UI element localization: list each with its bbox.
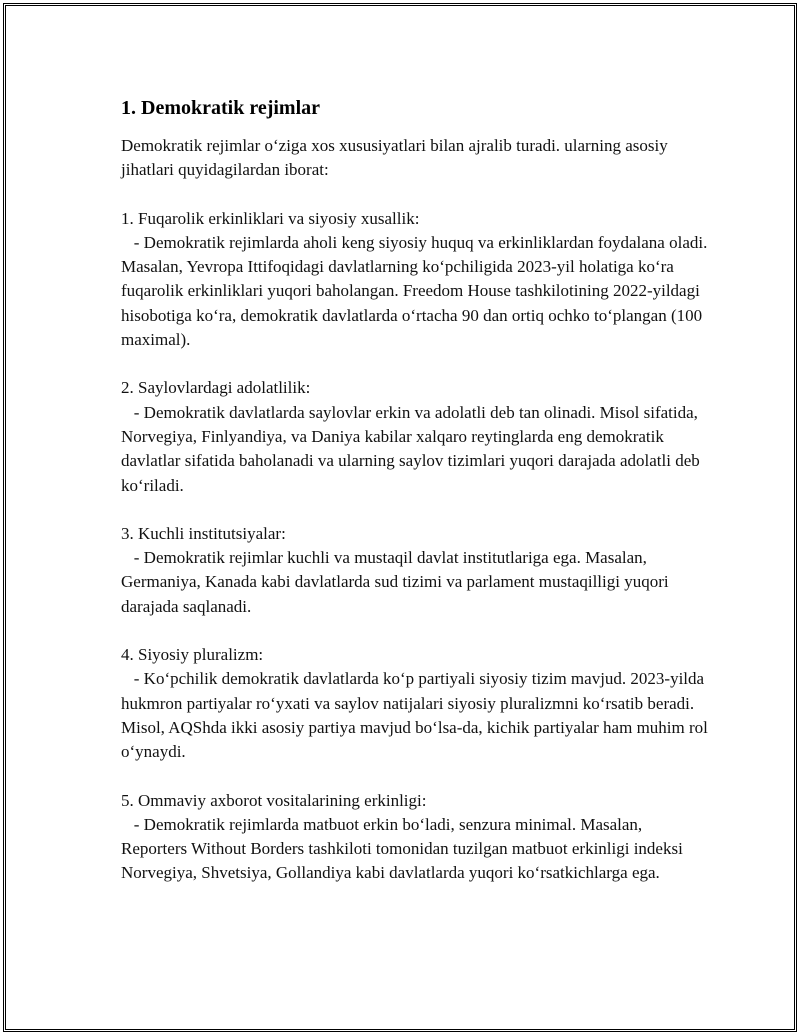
list-item-title: 1. Fuqarolik erkinliklari va siyosiy xusallik:	[121, 208, 420, 228]
section-heading: 1. Demokratik rejimlar	[121, 97, 321, 119]
list-item-fair-elections	[121, 376, 711, 497]
document-page	[3, 3, 797, 1032]
intro-paragraph: Demokratik rejimlar o‘ziga xos xususiyatlari bilan ajralib turadi. ularning asosiy jihatlari quyidagilardan iborat:	[121, 136, 668, 180]
list-item-body	[121, 813, 711, 886]
document-content	[121, 94, 711, 910]
list-item-body-text: - Demokratik rejimlarda aholi keng siyosiy huquq va erkinliklardan foydalana oladi. Masalan, Yevropa Ittifoqidagi davlatlarning ko‘pchiligida 2023-yil holatiga ko‘ra fuqarolik erkinliklari yuqori baholangan. Freedom House tashkilotining 2022-yildagi hisobotiga ko‘ra, demokratik davlatlarda o‘rtacha 90 dan ortiq ochko to‘plangan (100 maximal).	[121, 232, 708, 350]
list-item-civil-liberties	[121, 207, 711, 353]
list-item-title: 4. Siyosiy pluralizm:	[121, 645, 264, 665]
list-item-media-freedom	[121, 789, 711, 886]
list-item-title: 3. Kuchli institutsiyalar:	[121, 523, 286, 543]
list-item-body	[121, 401, 711, 498]
list-item-body	[121, 667, 711, 764]
list-item-title: 5. Ommaviy axborot vositalarining erkinligi:	[121, 790, 427, 810]
list-item-body-text: - Demokratik rejimlar kuchli va mustaqil davlat institutlariga ega. Masalan, Germaniya, Kanada kabi davlatlarda sud tizimi va parlament mustaqilligi yuqori darajada saqlanadi.	[121, 548, 669, 616]
list-item-body-text: - Demokratik rejimlarda matbuot erkin bo‘ladi, senzura minimal. Masalan, Reporters Without Borders tashkiloti tomonidan tuzilgan matbuot erkinligi indeksi Norvegiya, Shvetsiya, Gollandiya kabi davlatlarda yuqori ko‘rsatkichlarga ega.	[121, 814, 683, 883]
list-item-political-pluralism	[121, 643, 711, 764]
list-item-body	[121, 546, 711, 619]
list-item-title: 2. Saylovlardagi adolatlilik:	[121, 378, 311, 398]
list-item-strong-institutions	[121, 522, 711, 619]
list-item-body	[121, 231, 711, 352]
list-item-body-text: - Demokratik davlatlarda saylovlar erkin va adolatli deb tan olinadi. Misol sifatida, Norvegiya, Finlyandiya, va Daniya kabilar xalqaro reytinglarda eng demokratik davlatlar sifatida baholanadi va ularning saylov tizimlari yuqori darajada adolatli deb ko‘riladi.	[121, 402, 700, 495]
list-item-body-text: - Ko‘pchilik demokratik davlatlarda ko‘p partiyali siyosiy tizim mavjud. 2023-yilda hukmron partiyalar ro‘yxati va saylov natijalari siyosiy pluralizmni ko‘rsatib beradi. Misol, AQShda ikki asosiy partiya mavjud bo‘lsa-da, kichik partiyalar ham muhim rol o‘ynaydi.	[121, 669, 708, 762]
